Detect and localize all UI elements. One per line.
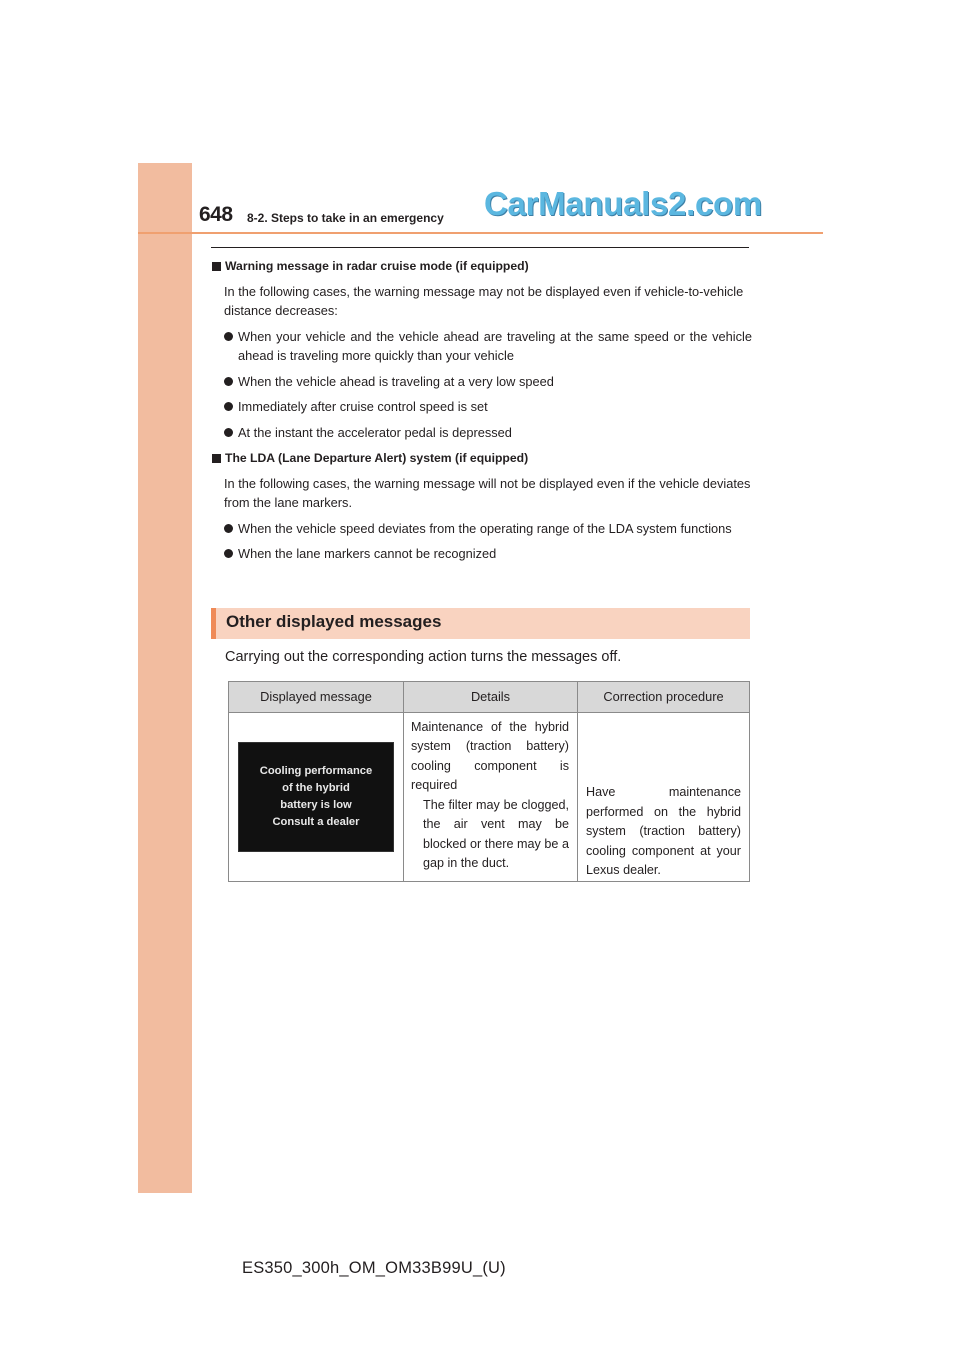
header-rule [138, 232, 823, 234]
square-bullet-icon [212, 262, 221, 271]
round-bullet-icon [224, 428, 233, 437]
round-bullet-icon [224, 549, 233, 558]
content-body [212, 257, 752, 564]
details-cell [404, 713, 578, 882]
column-header: Details [404, 682, 578, 713]
list-item-text: When your vehicle and the vehicle ahead are traveling at the same speed or the vehicle ahead is traveling more quickly than your vehicle [238, 328, 752, 363]
round-bullet-icon [224, 402, 233, 411]
side-color-band [138, 163, 192, 1193]
round-bullet-icon [224, 524, 233, 533]
messages-table [228, 681, 750, 882]
heading-text: The LDA (Lane Departure Alert) system (if equipped) [225, 451, 529, 465]
details-subtext: The filter may be clogged, the air vent may be blocked or there may be a gap in the duct. [423, 797, 569, 871]
table-row [229, 713, 750, 882]
list-item [224, 423, 752, 443]
display-screen-image [238, 742, 394, 852]
list-item [224, 544, 752, 564]
table-header-row [229, 682, 750, 713]
list-item-text: When the vehicle ahead is traveling at a very low speed [238, 373, 554, 389]
section-heading [212, 257, 752, 277]
intro-text: Carrying out the corresponding action turns the messages off. [225, 649, 622, 665]
display-line: battery is low [280, 798, 352, 811]
content-top-rule [211, 247, 749, 248]
display-line: of the hybrid [282, 781, 350, 794]
heading-text: Warning message in radar cruise mode (if equipped) [225, 259, 529, 273]
round-bullet-icon [224, 377, 233, 386]
watermark-logo: CarManuals2.com [484, 185, 762, 222]
section-paragraph: In the following cases, the warning message will not be displayed even if the vehicle deviates from the lane markers. [224, 475, 751, 510]
correction-cell [578, 713, 750, 882]
display-line: Consult a dealer [272, 815, 360, 828]
list-item-text: When the vehicle speed deviates from the operating range of the LDA system functions [238, 520, 732, 536]
list-item [224, 372, 752, 392]
details-text: Maintenance of the hybrid system (traction battery) cooling component is required [411, 719, 569, 793]
subsection-header [211, 608, 750, 639]
section-paragraph: In the following cases, the warning message may not be displayed even if vehicle-to-vehicle distance decreases: [224, 283, 744, 318]
list-item [224, 327, 752, 366]
list-item [224, 519, 752, 539]
subsection-title: Other displayed messages [226, 612, 442, 631]
column-header: Correction procedure [578, 682, 750, 713]
display-cell [229, 713, 404, 882]
section-heading [212, 449, 752, 469]
square-bullet-icon [212, 454, 221, 463]
round-bullet-icon [224, 332, 233, 341]
correction-text: Have maintenance performed on the hybrid system (traction battery) cooling component at your Lexus dealer. [586, 785, 741, 877]
column-header: Displayed message [229, 682, 404, 713]
footer-doc-code: ES350_300h_OM_OM33B99U_(U) [242, 1259, 506, 1277]
list-item-text: Immediately after cruise control speed is set [238, 399, 488, 414]
section-title: 8-2. Steps to take in an emergency [247, 211, 444, 225]
list-item-text: When the lane markers cannot be recognized [238, 546, 497, 561]
display-line: Cooling performance [259, 764, 373, 777]
list-item [224, 397, 752, 417]
page-number: 648 [199, 203, 233, 226]
list-item-text: At the instant the accelerator pedal is depressed [238, 424, 512, 440]
